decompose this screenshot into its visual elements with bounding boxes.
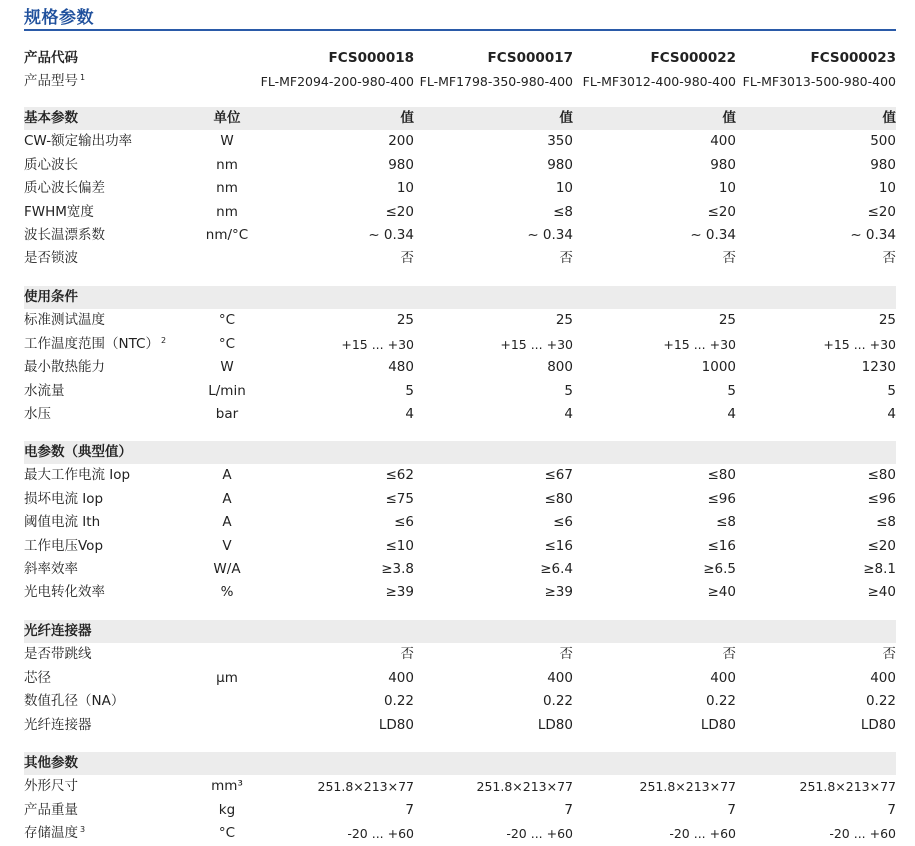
value-column-header: 值 — [882, 110, 896, 126]
spec-label — [24, 690, 124, 713]
footnote-marker: 1 — [80, 73, 86, 83]
spec-value: 25 — [718, 312, 736, 329]
section-header — [24, 620, 896, 643]
spec-row — [24, 799, 896, 822]
spec-value: 5 — [727, 382, 736, 399]
spec-value: ≤20 — [707, 203, 736, 220]
spec-value: +15 ... +30 — [500, 336, 573, 352]
spec-section — [24, 441, 896, 605]
title-divider — [24, 29, 896, 31]
spec-label-text: 是否锁波 — [24, 250, 78, 267]
spec-value: 980 — [870, 156, 896, 173]
spec-row — [24, 177, 896, 200]
spec-unit: nm — [216, 156, 238, 173]
spec-row — [24, 464, 896, 487]
spec-value: ~ 0.34 — [368, 226, 414, 243]
spec-value: 0.22 — [542, 693, 573, 710]
spec-section — [24, 752, 896, 846]
spec-value: 4 — [727, 405, 736, 422]
spec-value: 0.22 — [383, 693, 414, 710]
spec-section — [24, 620, 896, 737]
spec-unit: °C — [218, 312, 236, 329]
spec-label-text: 波长温漂系数 — [24, 226, 105, 243]
spec-value: 980 — [547, 156, 573, 173]
spec-label — [24, 380, 65, 403]
spec-value: 10 — [396, 180, 414, 197]
spec-row — [24, 714, 896, 737]
spec-value: 0.22 — [705, 693, 736, 710]
spec-label — [24, 714, 92, 737]
spec-row — [24, 511, 896, 534]
spec-value: ≤67 — [544, 467, 573, 484]
spec-value: 200 — [388, 133, 414, 150]
section-header — [24, 107, 896, 130]
spec-label — [24, 799, 78, 822]
spec-value: -20 ... +60 — [829, 826, 896, 842]
spec-unit: nm/°C — [205, 226, 249, 243]
page-title: 规格参数 — [24, 8, 94, 28]
spec-value: 4 — [405, 405, 414, 422]
product-code: FCS000017 — [487, 50, 573, 66]
section-title: 光纤连接器 — [24, 623, 92, 639]
spec-value: -20 ... +60 — [506, 826, 573, 842]
footnote-marker: 2 — [160, 335, 167, 345]
spec-value: 否 — [722, 646, 736, 663]
value-column-header: 值 — [559, 110, 573, 126]
spec-value: ~ 0.34 — [850, 226, 896, 243]
spec-label-text: 质心波长 — [24, 156, 78, 173]
spec-value: ≤10 — [385, 537, 414, 554]
spec-label-text: 标准测试温度 — [24, 312, 105, 329]
spec-value: 980 — [710, 156, 736, 173]
spec-value: ≤20 — [385, 203, 414, 220]
spec-value: 1230 — [861, 359, 896, 376]
spec-label-text: 最大工作电流 Iop — [24, 467, 131, 484]
spec-label-text: 数值孔径（NA） — [24, 693, 125, 710]
spec-row — [24, 247, 896, 270]
spec-label — [24, 403, 51, 426]
spec-value: 否 — [400, 250, 414, 267]
spec-label — [24, 535, 103, 558]
spec-value: ≥3.8 — [381, 560, 414, 577]
spec-value: LD80 — [700, 716, 736, 733]
spec-row — [24, 690, 896, 713]
spec-unit: A — [222, 467, 232, 484]
spec-value: 7 — [405, 801, 414, 818]
spec-value: 否 — [559, 646, 573, 663]
spec-unit: nm — [216, 180, 238, 197]
spec-value: 25 — [396, 312, 414, 329]
section-title: 其他参数 — [24, 755, 78, 771]
spec-value: 否 — [559, 250, 573, 267]
spec-value: 251.8×213×77 — [639, 779, 736, 795]
spec-value: 5 — [887, 382, 896, 399]
spec-unit: kg — [218, 801, 236, 818]
spec-value: -20 ... +60 — [669, 826, 736, 842]
spec-label — [24, 643, 92, 666]
product-code-label: 产品代码 — [24, 50, 78, 66]
spec-row — [24, 822, 896, 845]
spec-row — [24, 130, 896, 153]
spec-row — [24, 201, 896, 224]
spec-label-text: 质心波长偏差 — [24, 180, 105, 197]
product-code-row — [24, 47, 896, 70]
spec-value: 7 — [564, 801, 573, 818]
product-model: FL-MF3012-400-980-400 — [582, 74, 736, 90]
spec-value: 980 — [388, 156, 414, 173]
spec-value: -20 ... +60 — [347, 826, 414, 842]
product-model-row — [24, 70, 896, 93]
spec-value: +15 ... +30 — [341, 336, 414, 352]
spec-label — [24, 488, 103, 511]
spec-unit: nm — [216, 203, 238, 220]
spec-value: ≤8 — [716, 514, 736, 531]
spec-value: ≤96 — [867, 490, 896, 507]
spec-label — [24, 558, 78, 581]
spec-label-text: 光纤连接器 — [24, 716, 92, 733]
spec-label — [24, 309, 105, 332]
spec-unit: μm — [216, 669, 238, 686]
spec-value: 否 — [400, 646, 414, 663]
spec-value: ~ 0.34 — [527, 226, 573, 243]
spec-value: ≤80 — [707, 467, 736, 484]
spec-row — [24, 581, 896, 604]
value-column-header: 值 — [722, 110, 736, 126]
spec-value: 400 — [388, 669, 414, 686]
spec-value: 10 — [718, 180, 736, 197]
spec-value: ≤20 — [867, 537, 896, 554]
spec-unit: °C — [218, 825, 236, 842]
spec-label — [24, 333, 166, 356]
spec-label — [24, 581, 105, 604]
spec-value: ~ 0.34 — [690, 226, 736, 243]
spec-value: ≤20 — [867, 203, 896, 220]
spec-value: ≥6.4 — [540, 560, 573, 577]
spec-value: 7 — [887, 801, 896, 818]
product-header — [24, 47, 896, 94]
section-header — [24, 441, 896, 464]
spec-row — [24, 775, 896, 798]
spec-label-text: FWHM宽度 — [24, 203, 94, 220]
spec-row — [24, 558, 896, 581]
spec-value: ≤62 — [385, 467, 414, 484]
section-header — [24, 752, 896, 775]
spec-value: 10 — [555, 180, 573, 197]
product-model-label — [24, 70, 85, 93]
spec-unit: A — [222, 490, 232, 507]
spec-value: ≥6.5 — [703, 560, 736, 577]
spec-value: ≥39 — [544, 584, 573, 601]
spec-value: 800 — [547, 359, 573, 376]
spec-label-text: 工作温度范围（NTC） — [24, 335, 159, 352]
spec-value: ≤6 — [394, 514, 414, 531]
spec-unit: W — [220, 133, 234, 150]
spec-value: 否 — [882, 250, 896, 267]
spec-value: ≥8.1 — [863, 560, 896, 577]
spec-unit: V — [222, 537, 232, 554]
spec-label-text: 水压 — [24, 405, 51, 422]
section-header — [24, 286, 896, 309]
spec-value: ≤16 — [544, 537, 573, 554]
spec-value: +15 ... +30 — [663, 336, 736, 352]
spec-value: +15 ... +30 — [823, 336, 896, 352]
spec-value: ≤80 — [867, 467, 896, 484]
spec-row — [24, 403, 896, 426]
spec-row — [24, 535, 896, 558]
spec-label — [24, 154, 78, 177]
spec-unit: % — [220, 584, 234, 601]
spec-value: ≤6 — [553, 514, 573, 531]
product-code: FCS000018 — [328, 50, 414, 66]
spec-unit: °C — [218, 335, 236, 352]
value-column-header: 值 — [400, 110, 414, 126]
section-title: 使用条件 — [24, 289, 78, 305]
spec-label-text: 损坏电流 Iop — [24, 490, 104, 507]
spec-value: 否 — [882, 646, 896, 663]
section-title: 电参数（典型值） — [24, 444, 132, 460]
spec-value: LD80 — [860, 716, 896, 733]
spec-label-text: CW-额定输出功率 — [24, 133, 133, 150]
spec-value: 否 — [722, 250, 736, 267]
spec-label-text: 水流量 — [24, 382, 65, 399]
spec-value: LD80 — [537, 716, 573, 733]
spec-value: ≥39 — [385, 584, 414, 601]
spec-value: 251.8×213×77 — [799, 779, 896, 795]
spec-unit: W — [220, 359, 234, 376]
spec-value: 400 — [710, 133, 736, 150]
spec-label — [24, 130, 132, 153]
spec-row — [24, 643, 896, 666]
spec-value: 400 — [547, 669, 573, 686]
spec-label-text: 是否带跳线 — [24, 646, 92, 663]
spec-value: ≥40 — [707, 584, 736, 601]
spec-value: 251.8×213×77 — [476, 779, 573, 795]
spec-unit: bar — [215, 405, 239, 422]
spec-unit: A — [222, 514, 232, 531]
spec-section — [24, 107, 896, 271]
spec-value: 10 — [878, 180, 896, 197]
product-code: FCS000023 — [810, 50, 896, 66]
product-code: FCS000022 — [650, 50, 736, 66]
spec-value: ≤75 — [385, 490, 414, 507]
spec-label — [24, 822, 85, 845]
spec-label-text: 外形尺寸 — [24, 778, 78, 795]
spec-label-text: 工作电压Vop — [24, 537, 104, 554]
spec-label — [24, 177, 105, 200]
spec-label-text: 最小散热能力 — [24, 359, 105, 376]
spec-value: 400 — [870, 669, 896, 686]
spec-value: 500 — [870, 133, 896, 150]
spec-value: 7 — [727, 801, 736, 818]
spec-value: ≤80 — [544, 490, 573, 507]
spec-value: 4 — [887, 405, 896, 422]
spec-value: ≥40 — [867, 584, 896, 601]
spec-label-text: 存储温度 — [24, 825, 78, 842]
spec-value: 5 — [564, 382, 573, 399]
spec-row — [24, 309, 896, 332]
spec-value: ≤96 — [707, 490, 736, 507]
spec-unit: mm³ — [211, 778, 243, 795]
spec-value: ≤8 — [553, 203, 573, 220]
spec-section — [24, 286, 896, 426]
spec-value: 25 — [878, 312, 896, 329]
spec-label-text: 产品重量 — [24, 801, 78, 818]
spec-unit: W/A — [213, 560, 241, 577]
spec-value: ≤8 — [876, 514, 896, 531]
spec-value: 25 — [555, 312, 573, 329]
spec-value: 251.8×213×77 — [317, 779, 414, 795]
spec-label-text: 斜率效率 — [24, 560, 78, 577]
spec-row — [24, 333, 896, 356]
spec-value: 4 — [564, 405, 573, 422]
spec-value: ≤16 — [707, 537, 736, 554]
section-title: 基本参数 — [24, 110, 78, 126]
spec-label — [24, 224, 105, 247]
spec-unit: L/min — [208, 382, 246, 399]
spec-row — [24, 356, 896, 379]
spec-label — [24, 356, 105, 379]
spec-label — [24, 667, 51, 690]
spec-label-text: 芯径 — [24, 669, 51, 686]
spec-value: 480 — [388, 359, 414, 376]
spec-label-text: 光电转化效率 — [24, 584, 105, 601]
spec-value: 350 — [547, 133, 573, 150]
spec-label — [24, 464, 130, 487]
spec-value: 1000 — [701, 359, 736, 376]
spec-row — [24, 667, 896, 690]
product-model: FL-MF2094-200-980-400 — [260, 74, 414, 90]
spec-label-text: 阈值电流 Ith — [24, 514, 101, 531]
product-model: FL-MF3013-500-980-400 — [742, 74, 896, 90]
product-model: FL-MF1798-350-980-400 — [419, 74, 573, 90]
spec-row — [24, 488, 896, 511]
spec-label — [24, 201, 94, 224]
spec-value: 400 — [710, 669, 736, 686]
spec-label — [24, 775, 78, 798]
footnote-marker: 3 — [80, 825, 86, 835]
spec-value: 5 — [405, 382, 414, 399]
unit-column-header: 单位 — [213, 110, 241, 126]
spec-value: LD80 — [378, 716, 414, 733]
product-model-label-text: 产品型号 — [24, 73, 78, 90]
spec-label — [24, 511, 100, 534]
spec-row — [24, 224, 896, 247]
spec-row — [24, 154, 896, 177]
spec-row — [24, 380, 896, 403]
spec-value: 0.22 — [865, 693, 896, 710]
spec-label — [24, 247, 78, 270]
